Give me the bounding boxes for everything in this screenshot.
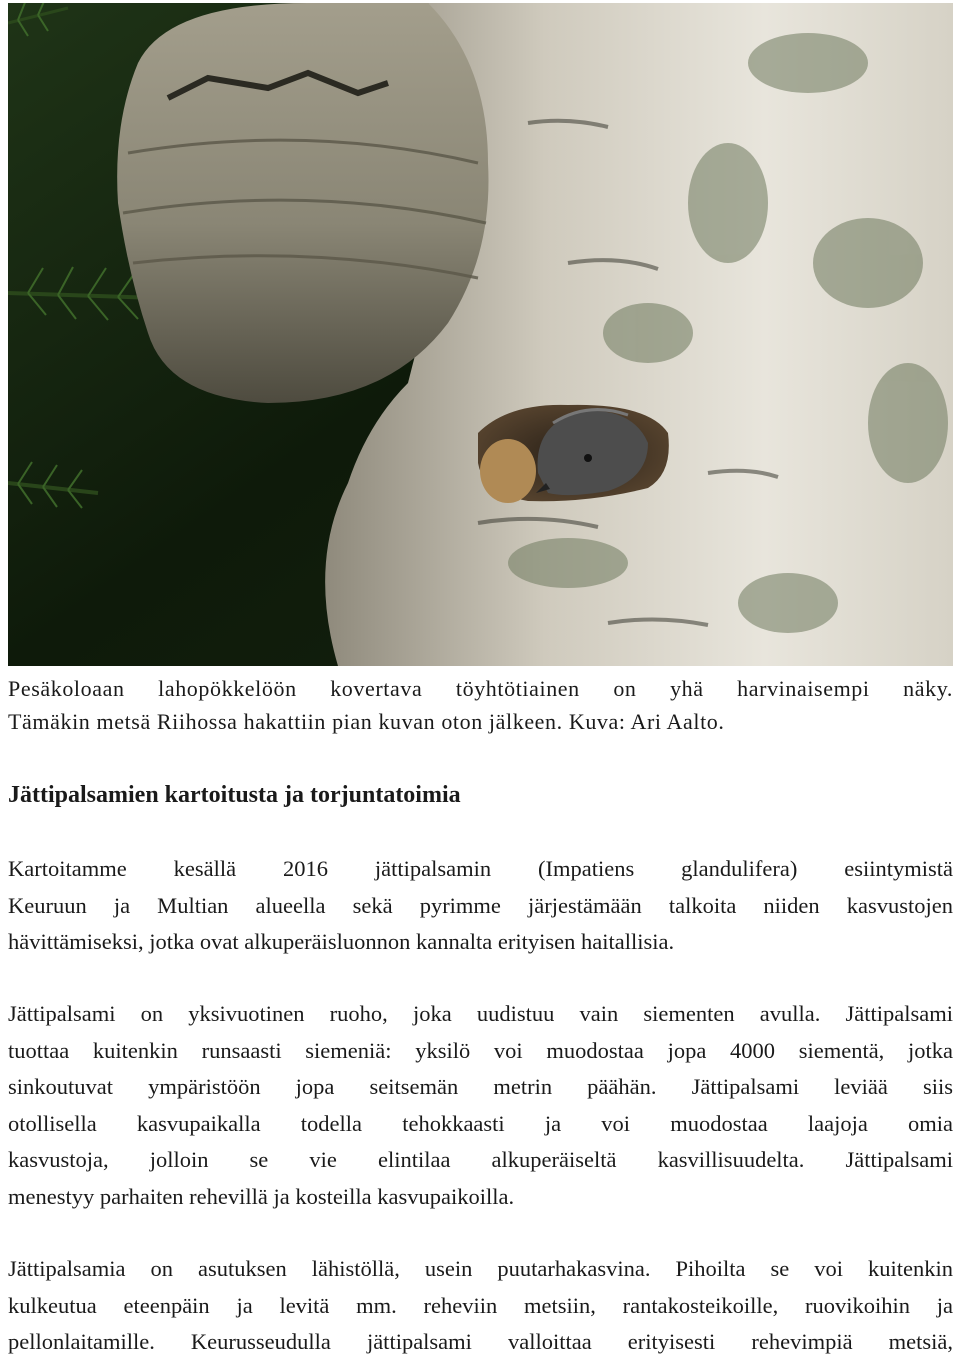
paragraph-line: otollisella kasvupaikalla todella tehokkaasti ja voi muodostaa laajoja omia [8, 1110, 953, 1136]
paragraph-line: hävittämiseksi, jotka ovat alkuperäisluonnon kannalta erityisen haitallisia. [8, 929, 675, 954]
paragraph-line: menestyy parhaiten rehevillä ja kosteilla kasvupaikoilla. [8, 1183, 515, 1209]
paragraph-line: Kartoitamme kesällä 2016 jättipalsamin (Impatiens glandulifera) esiintymistä [8, 856, 953, 881]
paragraph-line: Jättipalsamia on asutuksen lähistöllä, usein puutarhakasvina. Pihoilta se voi kuitenkin [8, 1256, 953, 1281]
paragraph-line: sinkoutuvat ympäristöön jopa seitsemän metrin päähän. Jättipalsami leviää siis [8, 1074, 953, 1099]
paragraph [8, 1251, 953, 1361]
paragraph [8, 851, 953, 961]
caption-line: Pesäkoloaan lahopökkelöön kovertava töyhtötiainen on yhä harvinaisempi näky. [8, 676, 953, 701]
paragraph-line: kasvustoja, jolloin se vie elintilaa alkuperäiseltä kasvillisuudelta. Jättipalsami [8, 1147, 953, 1172]
paragraph-line: tuottaa kuitenkin runsaasti siemeniä: yksilö voi muodostaa jopa 4000 siementä, jotka [8, 1037, 953, 1063]
section-heading: Jättipalsamien kartoitusta ja torjuntatoimia [8, 782, 461, 808]
paragraph [8, 996, 953, 1215]
caption-line: Tämäkin metsä Riihossa hakattiin pian kuvan oton jälkeen. Kuva: Ari Aalto. [8, 709, 725, 734]
article-photo [8, 3, 953, 666]
photo-caption [8, 672, 953, 738]
paragraph-line: Keuruun ja Multian alueella sekä pyrimme järjestämään talkoita niiden kasvustojen [8, 892, 953, 918]
paragraph-line: kulkeutua eteenpäin ja levitä mm. reheviin metsiin, rantakosteikoille, ruovikoihin ja [8, 1292, 953, 1318]
paragraph-line: pellonlaitamille. Keurusseudulla jättipalsami valloittaa erityisesti rehevimpiä metsiä, [8, 1329, 953, 1354]
paragraph-line: Jättipalsami on yksivuotinen ruoho, joka uudistuu vain siementen avulla. Jättipalsami [8, 1001, 953, 1026]
